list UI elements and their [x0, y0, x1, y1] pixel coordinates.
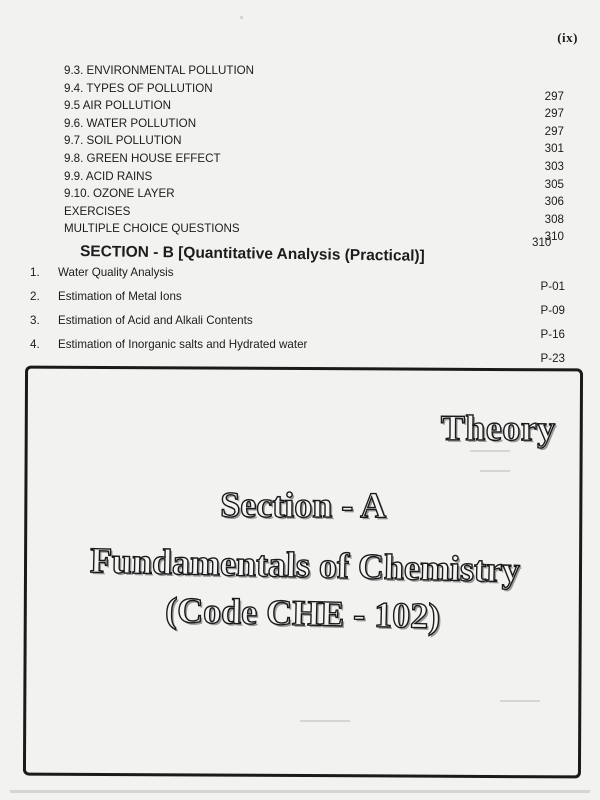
toc-entry-label: Estimation of Inorganic salts and Hydrated water	[58, 338, 308, 351]
toc-entry-page: 306	[544, 195, 564, 209]
toc-entry-label: Water Quality Analysis	[58, 266, 174, 279]
toc-entry-page: 297	[544, 89, 564, 103]
toc-row	[30, 336, 565, 365]
toc-row	[64, 203, 564, 226]
toc-entry-page: 308	[544, 212, 564, 226]
theory-title-box	[23, 366, 583, 779]
toc-entry-page: P-16	[540, 328, 565, 341]
scan-speck	[480, 470, 510, 472]
toc-row	[64, 150, 564, 173]
section-a-heading: Section - A	[220, 484, 387, 526]
toc-entry-page: 297	[544, 124, 564, 138]
theory-heading: Theory	[440, 407, 556, 449]
toc-entry-number: 4.	[30, 338, 40, 351]
section-b-heading-page: 310	[532, 236, 552, 249]
toc-entry-page: 297	[544, 107, 564, 121]
toc-entry-label: MULTIPLE CHOICE QUESTIONS	[64, 222, 240, 236]
toc-entry-label: 9.3. ENVIRONMENTAL POLLUTION	[64, 64, 255, 77]
scan-speck	[300, 720, 350, 722]
section-a-toc	[64, 62, 564, 244]
toc-row	[64, 62, 564, 80]
page-number: (ix)	[557, 30, 578, 45]
toc-entry-page: 301	[544, 142, 564, 156]
toc-entry-number: 3.	[30, 314, 40, 327]
toc-entry-page: P-01	[540, 280, 565, 293]
toc-entry-label: 9.8. GREEN HOUSE EFFECT	[64, 151, 221, 165]
scan-speck	[240, 16, 243, 19]
toc-entry-page: 303	[544, 159, 564, 173]
toc-entry-label: 9.10. OZONE LAYER	[64, 187, 175, 201]
toc-row	[30, 312, 565, 341]
toc-row	[64, 97, 564, 121]
toc-entry-label: Estimation of Metal Ions	[58, 290, 182, 303]
toc-entry-label: Estimation of Acid and Alkali Contents	[58, 314, 253, 327]
toc-entry-page: P-23	[540, 352, 565, 365]
toc-row	[64, 115, 564, 138]
toc-entry-label: 9.5 AIR POLLUTION	[64, 99, 171, 113]
toc-row	[64, 220, 564, 244]
toc-row	[30, 264, 565, 293]
scan-speck	[10, 790, 590, 793]
toc-entry-page: 310	[544, 230, 564, 244]
toc-entry-label: 9.6. WATER POLLUTION	[64, 116, 197, 130]
toc-row	[64, 185, 564, 209]
toc-row	[64, 80, 564, 103]
toc-entry-number: 1.	[30, 266, 40, 279]
toc-entry-number: 2.	[30, 290, 40, 303]
scan-speck	[470, 450, 510, 452]
toc-entry-page: 305	[544, 177, 564, 191]
section-b-heading: SECTION - B [Quantitative Analysis (Practical)]	[79, 243, 425, 265]
toc-row	[64, 168, 564, 191]
toc-entry-label: EXERCISES	[64, 204, 131, 218]
subject-title: Fundamentals of Chemistry	[89, 540, 521, 590]
section-b-toc	[30, 264, 565, 365]
toc-entry-label: 9.4. TYPES OF POLLUTION	[64, 81, 213, 95]
toc-entry-label: 9.7. SOIL POLLUTION	[64, 134, 182, 148]
toc-row	[64, 132, 564, 156]
toc-entry-page: P-09	[540, 304, 565, 317]
course-code: (Code CHE - 102)	[164, 589, 441, 637]
toc-entry-label: 9.9. ACID RAINS	[64, 169, 153, 183]
toc-row	[30, 288, 565, 317]
scan-speck	[500, 700, 540, 702]
